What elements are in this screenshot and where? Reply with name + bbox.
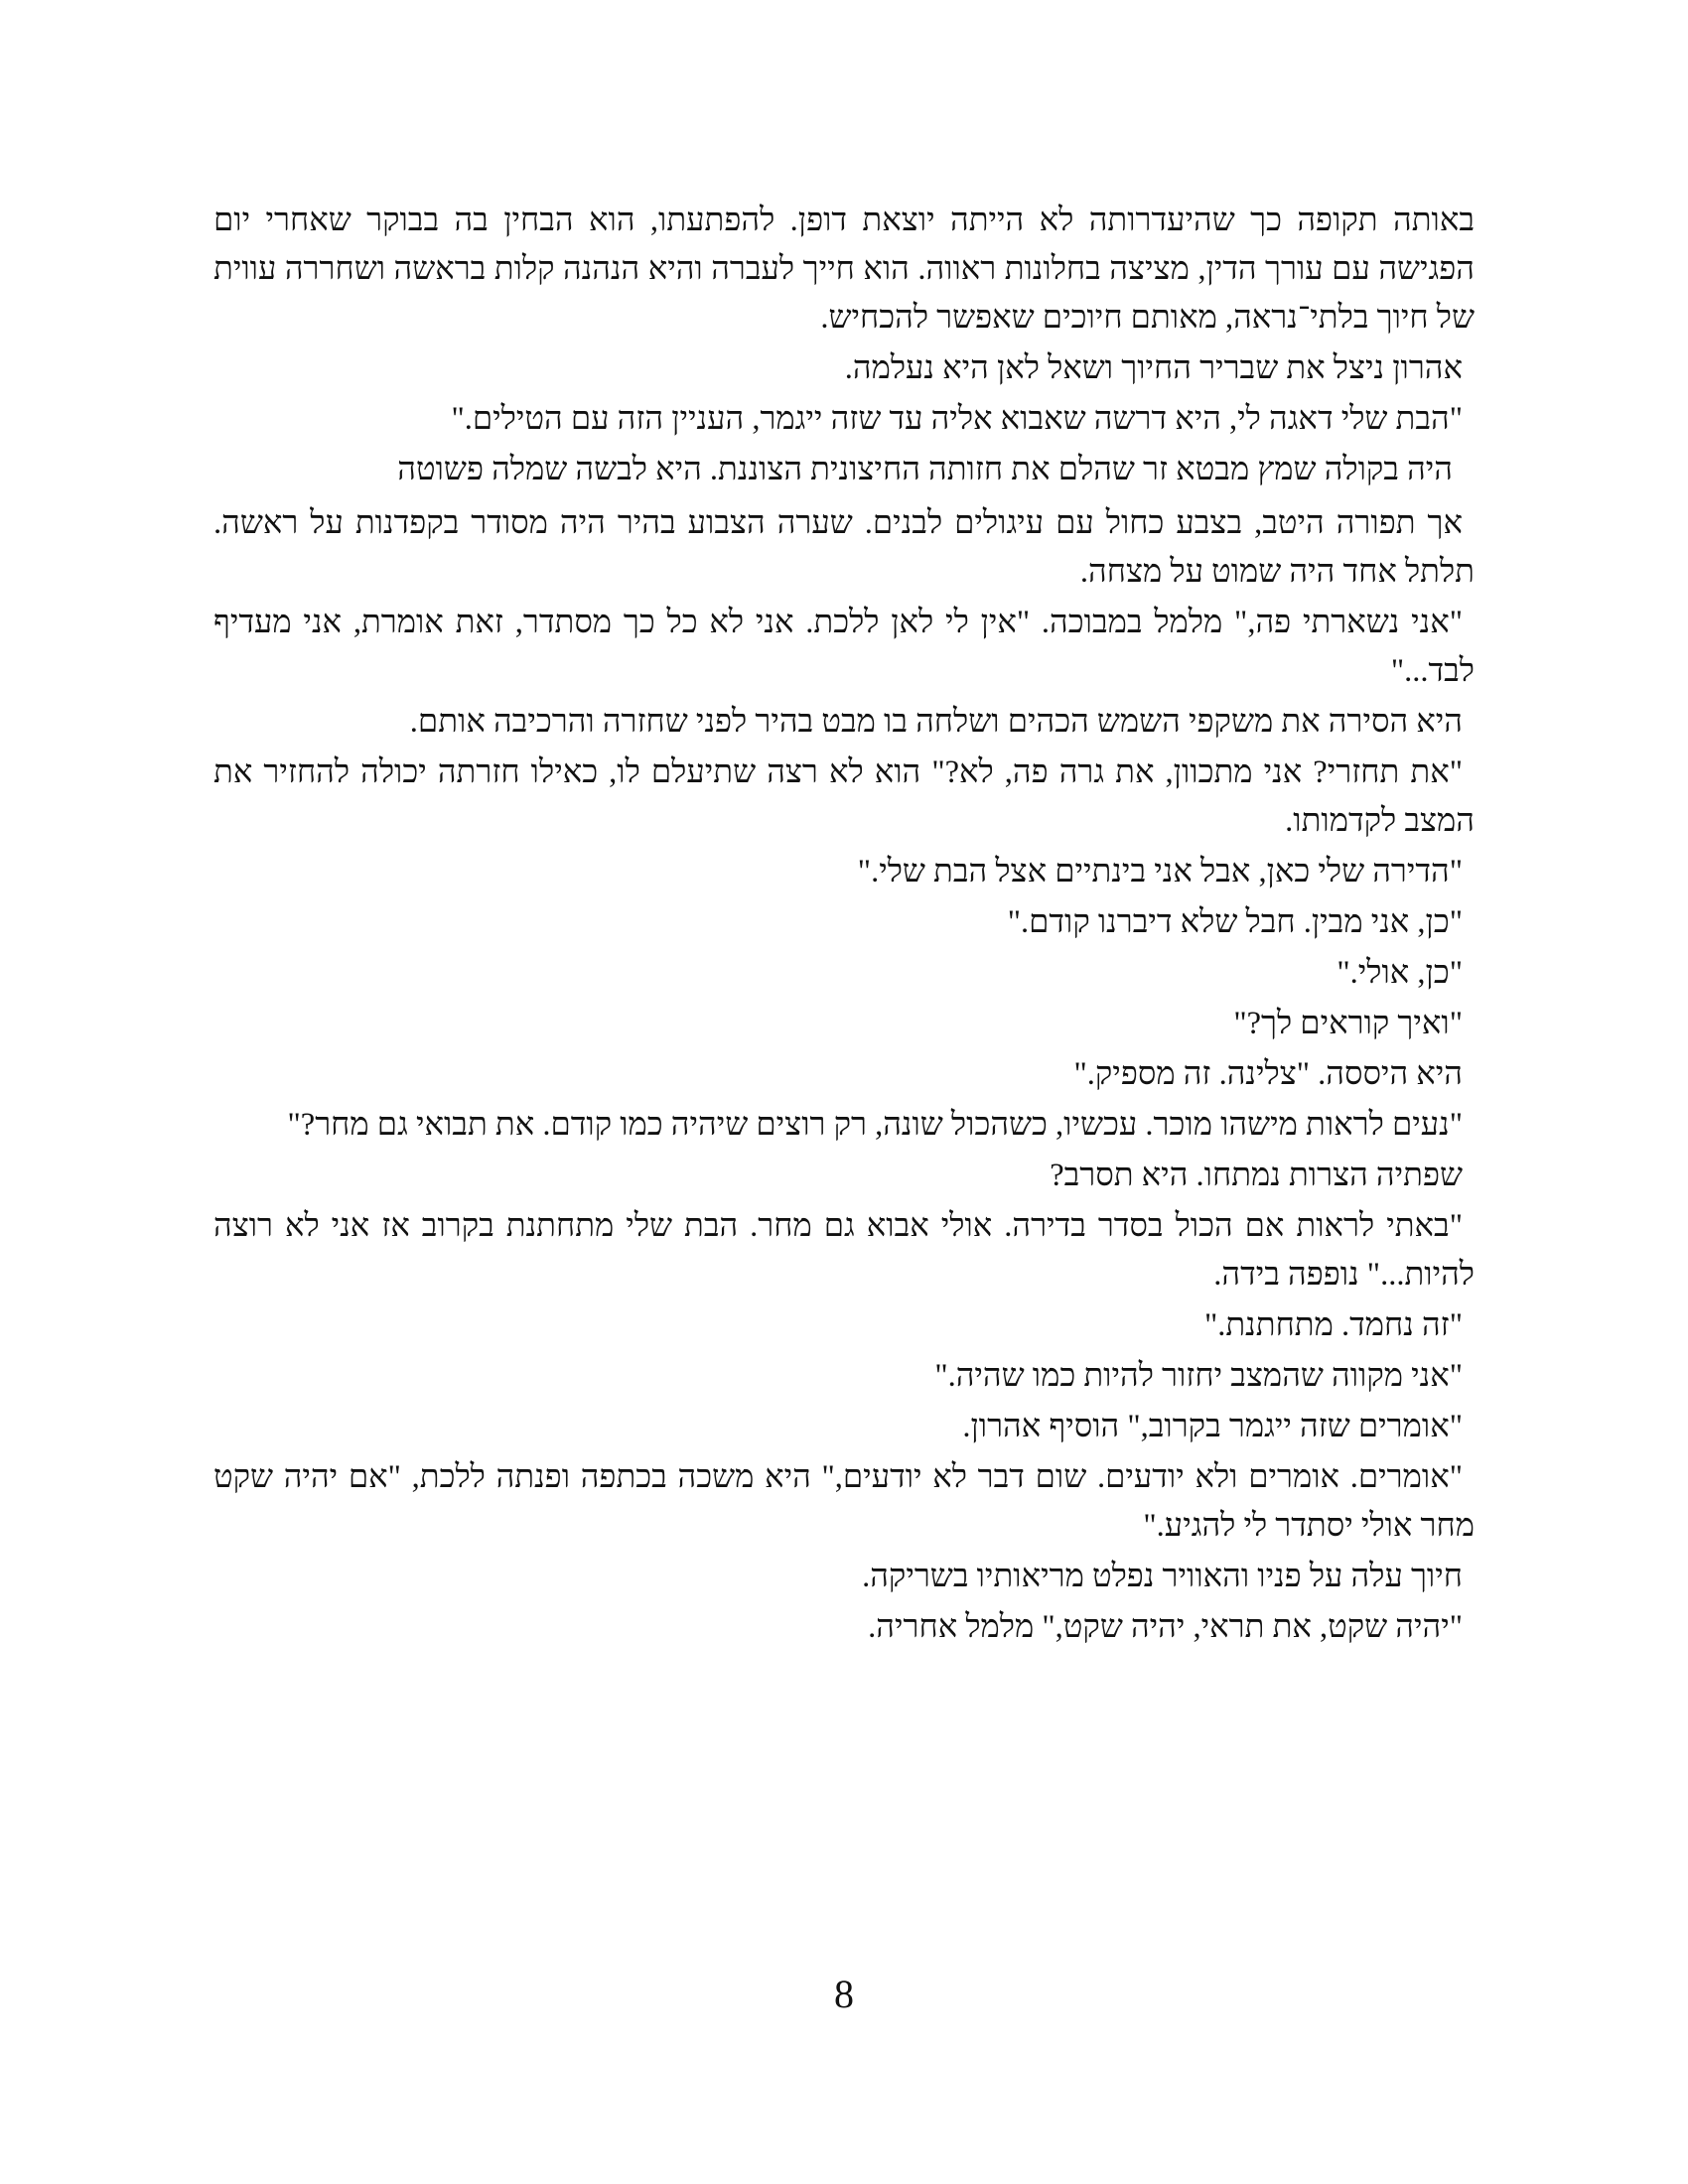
body-text — [213, 197, 1475, 1654]
paragraph: "ואיך קוראים לך?" — [1233, 1006, 1463, 1041]
paragraph: "נעים לראות מישהו מוכר. עכשיו, כשהכול שונה, רק רוצים שיהיה כמו קודם. את תבואי גם מחר?" — [287, 1107, 1463, 1143]
paragraph: היה בקולה שמץ מבטא זר שהלם את חזותה החיצונית הצוננת. היא לבשה שמלה פשוטה — [397, 452, 1453, 487]
paragraph: "אני נשארתי פה," מלמל במבוכה. "אין לי לאן ללכת. אני לא כל כך מסתדר, זאת אומרת, אני מעדיף לבד..." — [213, 605, 1475, 689]
paragraph: "אומרים שזה ייגמר בקרוב," הוסיף אהרון. — [962, 1409, 1463, 1444]
paragraph: "זה נחמד. מתחתנת." — [1203, 1307, 1463, 1343]
paragraph: חיוך עלה על פניו והאוויר נפלט מריאותיו בשריקה. — [862, 1559, 1463, 1594]
paragraph: אהרון ניצל את שבריר החיוך ושאל לאן היא נעלמה. — [844, 350, 1463, 386]
paragraph: "באתי לראות אם הכול בסדר בדירה. אולי אבוא גם מחר. הבת שלי מתחתנת בקרוב אז אני לא רוצה להיות..." נופפה בידה. — [213, 1208, 1475, 1293]
paragraph: "כן, אני מבין. חבל שלא דיברנו קודם." — [1007, 904, 1463, 940]
paragraph: שפתיה הצרות נמתחו. היא תסרב? — [1050, 1158, 1463, 1193]
page-number: 8 — [834, 1972, 854, 2016]
paragraph: "את תחזרי? אני מתכוון, את גרה פה, לא?" הוא לא רצה שתיעלם לו, כאילו חזרתה יכולה להחזיר את המצב לקדמותו. — [213, 754, 1475, 839]
paragraph: "הדירה שלי כאן, אבל אני בינתיים אצל הבת שלי." — [857, 854, 1463, 889]
paragraph: "כן, אולי." — [1336, 955, 1463, 991]
paragraph: באותה תקופה כך שהיעדרותה לא הייתה יוצאת דופן. להפתעתו, הוא הבחין בה בבוקר שאחרי יום הפגישה עם עורך הדין, מציצה בחלונות ראווה. הוא חייך לעברה והיא הנהנה קלות בראשה ושחררה עווית של חיוך בלתי־נראה, מאותם חיוכים שאפשר להכחיש. — [213, 203, 1475, 336]
paragraph: "אומרים. אומרים ולא יודעים. שום דבר לא יודעים," היא משכה בכתפה ופנתה ללכת, "אם יהיה שקט מחר אולי יסתדר לי להגיע." — [213, 1459, 1475, 1544]
paragraph: "הבת שלי דאגה לי, היא דרשה שאבוא אליה עד שזה ייגמר, העניין הזה עם הטילים." — [451, 401, 1463, 437]
paragraph: היא היססה. "צלינה. זה מספיק." — [1073, 1056, 1463, 1092]
paragraph: אך תפורה היטב, בצבע כחול עם עיגולים לבנים. שערה הצבוע בהיר היה מסודר בקפדנות על ראשה. תלתל אחד היה שמוט על מצחה. — [213, 505, 1475, 590]
paragraph: "אני מקווה שהמצב יחזור להיות כמו שהיה." — [934, 1358, 1463, 1394]
paragraph: "יהיה שקט, את תראי, יהיה שקט," מלמל אחריה. — [868, 1609, 1463, 1645]
paragraph: היא הסירה את משקפי השמש הכהים ושלחה בו מבט בהיר לפני שחזרה והרכיבה אותם. — [409, 704, 1463, 740]
